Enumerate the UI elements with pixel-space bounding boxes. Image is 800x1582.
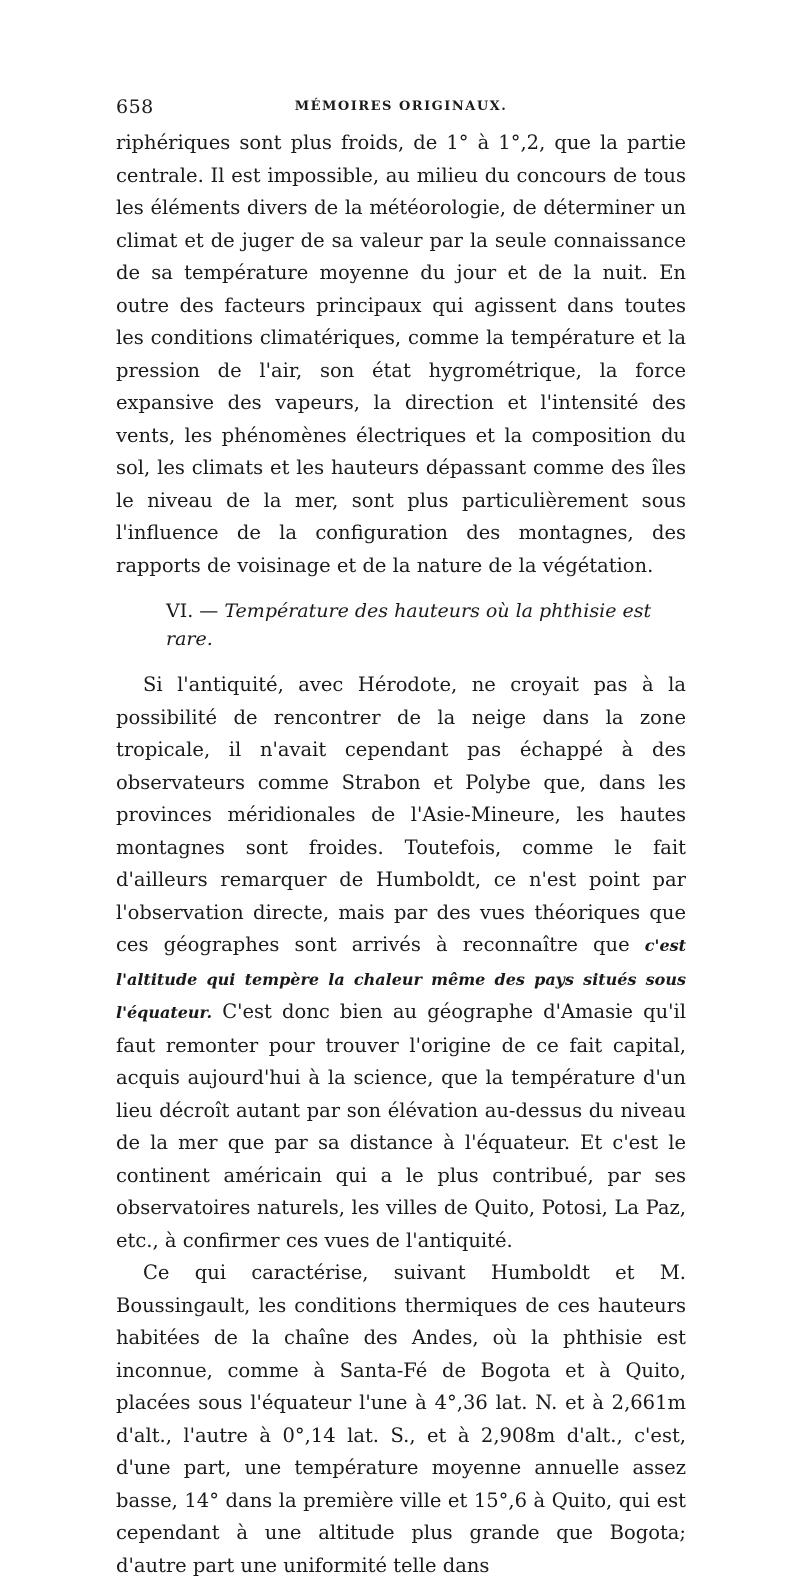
running-title: MÉMOIRES ORIGINAUX. — [294, 99, 508, 114]
paragraph-2 — [116, 669, 686, 1257]
section-heading — [116, 597, 686, 653]
body-text — [116, 127, 686, 1582]
page-number: 658 — [116, 96, 154, 118]
paragraph-2-text-a: Si l'antiquité, avec Hérodote, ne croyait pas à la possibilité de rencontrer de la neige dans la zone tropicale, il n'avait cependant pas échappé à des observateurs comme Strabon et Polybe que, dans les provinces méridionales de l'Asie-Mineure, les hautes montagnes sont froides. Toutefois, comme le fait d'ailleurs remarquer de Humboldt, ce n'est point par l'observation directe, mais par des vues théoriques que ces géographes sont arrivés à reconnaître que — [116, 673, 686, 956]
paragraph-2-text-b: C'est donc bien au géographe d'Amasie qu'il faut remonter pour trouver l'origine de ce fait capital, acquis aujourd'hui à la science, que la température d'un lieu décroît autant par son élévation au-dessus du niveau de la mer que par sa distance à l'équateur. Et c'est le continent américain qui a le plus contribué, par ses observatoires naturels, les villes de Quito, Potosi, La Paz, etc., à confirmer ces vues de l'antiquité. — [116, 1000, 686, 1252]
section-number: VI. — — [166, 600, 219, 622]
paragraph-3: Ce qui caractérise, suivant Humboldt et M. Boussingault, les conditions thermiques de ces hauteurs habitées de la chaîne des Andes, où la phthisie est inconnue, comme à Santa-Fé de Bogota et à Quito, placées sous l'équateur l'une à 4°,36 lat. N. et à 2,661m d'alt., l'autre à 0°,14 lat. S., et à 2,908m d'alt., c'est, d'une part, une température moyenne annuelle assez basse, 14° dans la première ville et 15°,6 à Quito, qui est cependant à une altitude plus grande que Bogota; d'autre part une uniformité telle dans — [116, 1261, 686, 1577]
paragraph-2-quote: c'est l'altitude qui tempère la chaleur même des pays situés sous l'équateur. — [116, 936, 687, 1022]
section-title: Température des hauteurs où la phthisie est rare. — [166, 600, 652, 650]
paragraph-1: riphériques sont plus froids, de 1° à 1°,2, que la partie centrale. Il est impossible, au milieu du concours de tous les éléments divers de la météorologie, de déterminer un climat et de juger de sa valeur par la seule connaissance de sa température moyenne du jour et de la nuit. En outre des facteurs principaux qui agissent dans toutes les conditions climatériques, comme la température et la pression de l'air, son état hygrométrique, la force expansive des vapeurs, la direction et l'intensité des vents, les phénomènes électriques et la composition du sol, les climats et les hauteurs dépassant comme des îles le niveau de la mer, sont plus particulièrement sous l'influence de la configuration des montagnes, des rapports de voisinage et de la nature de la végétation. — [116, 131, 686, 577]
running-head — [116, 96, 686, 120]
